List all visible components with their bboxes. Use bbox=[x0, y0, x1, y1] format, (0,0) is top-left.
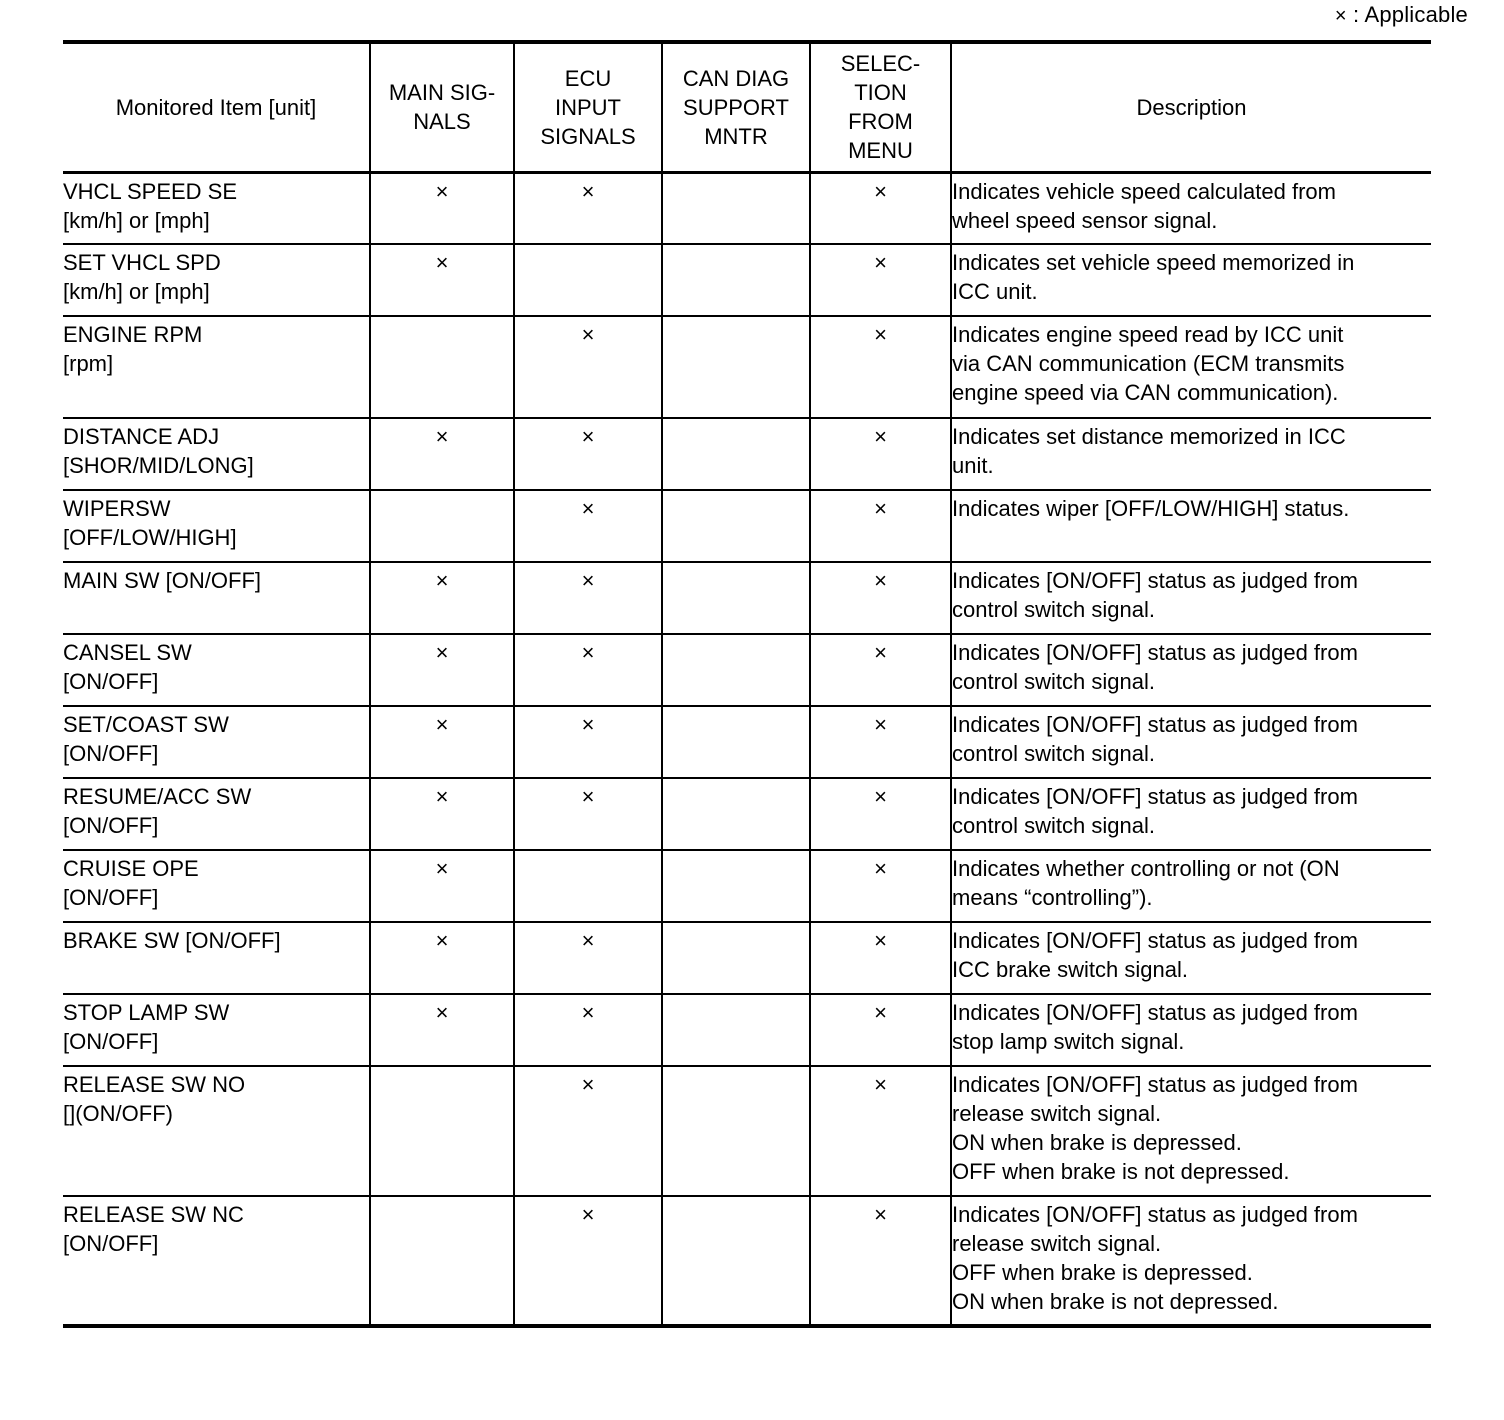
monitored-item-cell: SET VHCL SPD [km/h] or [mph] bbox=[63, 244, 370, 316]
ecu-input-mark bbox=[514, 244, 662, 316]
description-cell: Indicates engine speed read by ICC unit via CAN communication (ECM transmits engine speed via CAN communication). bbox=[951, 316, 1431, 418]
can-diag-mark bbox=[662, 634, 810, 706]
can-diag-mark bbox=[662, 1066, 810, 1196]
selection-mark: × bbox=[810, 490, 951, 562]
description-cell: Indicates [ON/OFF] status as judged from stop lamp switch signal. bbox=[951, 994, 1431, 1066]
description-cell: Indicates [ON/OFF] status as judged from release switch signal. OFF when brake is depressed. ON when brake is not depressed. bbox=[951, 1196, 1431, 1326]
table-row bbox=[63, 706, 1431, 778]
description-cell: Indicates [ON/OFF] status as judged from control switch signal. bbox=[951, 778, 1431, 850]
selection-mark: × bbox=[810, 994, 951, 1066]
monitored-item-cell: WIPERSW [OFF/LOW/HIGH] bbox=[63, 490, 370, 562]
can-diag-mark bbox=[662, 994, 810, 1066]
selection-mark: × bbox=[810, 172, 951, 244]
table-header-row bbox=[63, 42, 1431, 172]
ecu-input-mark bbox=[514, 850, 662, 922]
table-row bbox=[63, 418, 1431, 490]
can-diag-mark bbox=[662, 706, 810, 778]
selection-mark: × bbox=[810, 922, 951, 994]
selection-mark: × bbox=[810, 850, 951, 922]
monitored-item-cell: RESUME/ACC SW [ON/OFF] bbox=[63, 778, 370, 850]
header-monitored-item: Monitored Item [unit] bbox=[63, 42, 370, 172]
description-cell: Indicates vehicle speed calculated from wheel speed sensor signal. bbox=[951, 172, 1431, 244]
table-row bbox=[63, 1196, 1431, 1326]
can-diag-mark bbox=[662, 316, 810, 418]
selection-mark: × bbox=[810, 706, 951, 778]
table-row bbox=[63, 994, 1431, 1066]
table-row bbox=[63, 850, 1431, 922]
ecu-input-mark: × bbox=[514, 1196, 662, 1326]
selection-mark: × bbox=[810, 1196, 951, 1326]
main-signals-mark: × bbox=[370, 634, 514, 706]
selection-mark: × bbox=[810, 1066, 951, 1196]
ecu-input-mark: × bbox=[514, 490, 662, 562]
description-cell: Indicates wiper [OFF/LOW/HIGH] status. bbox=[951, 490, 1431, 562]
header-ecu-input-signals: ECU INPUT SIGNALS bbox=[514, 42, 662, 172]
can-diag-mark bbox=[662, 1196, 810, 1326]
monitored-item-cell: DISTANCE ADJ [SHOR/MID/LONG] bbox=[63, 418, 370, 490]
main-signals-mark bbox=[370, 1196, 514, 1326]
description-cell: Indicates whether controlling or not (ON means “controlling”). bbox=[951, 850, 1431, 922]
can-diag-mark bbox=[662, 562, 810, 634]
selection-mark: × bbox=[810, 418, 951, 490]
applicable-legend bbox=[1335, 2, 1468, 29]
description-cell: Indicates [ON/OFF] status as judged from ICC brake switch signal. bbox=[951, 922, 1431, 994]
header-can-diag-support-mntr: CAN DIAG SUPPORT MNTR bbox=[662, 42, 810, 172]
can-diag-mark bbox=[662, 172, 810, 244]
monitored-item-cell: STOP LAMP SW [ON/OFF] bbox=[63, 994, 370, 1066]
description-cell: Indicates set vehicle speed memorized in ICC unit. bbox=[951, 244, 1431, 316]
description-cell: Indicates [ON/OFF] status as judged from control switch signal. bbox=[951, 706, 1431, 778]
can-diag-mark bbox=[662, 490, 810, 562]
ecu-input-mark: × bbox=[514, 1066, 662, 1196]
main-signals-mark: × bbox=[370, 418, 514, 490]
description-cell: Indicates [ON/OFF] status as judged from release switch signal. ON when brake is depressed. OFF when brake is not depressed. bbox=[951, 1066, 1431, 1196]
main-signals-mark: × bbox=[370, 778, 514, 850]
ecu-input-mark: × bbox=[514, 778, 662, 850]
main-signals-mark bbox=[370, 316, 514, 418]
ecu-input-mark: × bbox=[514, 706, 662, 778]
selection-mark: × bbox=[810, 244, 951, 316]
description-cell: Indicates set distance memorized in ICC unit. bbox=[951, 418, 1431, 490]
main-signals-mark bbox=[370, 490, 514, 562]
monitored-item-cell: RELEASE SW NC [ON/OFF] bbox=[63, 1196, 370, 1326]
main-signals-mark: × bbox=[370, 994, 514, 1066]
applicable-mark: × bbox=[1334, 5, 1347, 27]
table-row bbox=[63, 244, 1431, 316]
selection-mark: × bbox=[810, 778, 951, 850]
data-monitor-table bbox=[63, 40, 1431, 1328]
monitored-item-cell: MAIN SW [ON/OFF] bbox=[63, 562, 370, 634]
ecu-input-mark: × bbox=[514, 172, 662, 244]
can-diag-mark bbox=[662, 778, 810, 850]
applicable-legend-text: : Applicable bbox=[1346, 2, 1468, 27]
table-row bbox=[63, 634, 1431, 706]
main-signals-mark bbox=[370, 1066, 514, 1196]
table-row bbox=[63, 1066, 1431, 1196]
can-diag-mark bbox=[662, 418, 810, 490]
main-signals-mark: × bbox=[370, 706, 514, 778]
monitored-item-cell: BRAKE SW [ON/OFF] bbox=[63, 922, 370, 994]
selection-mark: × bbox=[810, 562, 951, 634]
monitored-item-cell: VHCL SPEED SE [km/h] or [mph] bbox=[63, 172, 370, 244]
ecu-input-mark: × bbox=[514, 562, 662, 634]
ecu-input-mark: × bbox=[514, 418, 662, 490]
header-main-signals: MAIN SIG- NALS bbox=[370, 42, 514, 172]
monitored-item-cell: ENGINE RPM [rpm] bbox=[63, 316, 370, 418]
header-selection-from-menu: SELEC- TION FROM MENU bbox=[810, 42, 951, 172]
description-cell: Indicates [ON/OFF] status as judged from control switch signal. bbox=[951, 562, 1431, 634]
selection-mark: × bbox=[810, 634, 951, 706]
main-signals-mark: × bbox=[370, 172, 514, 244]
table-row bbox=[63, 922, 1431, 994]
selection-mark: × bbox=[810, 316, 951, 418]
ecu-input-mark: × bbox=[514, 634, 662, 706]
ecu-input-mark: × bbox=[514, 922, 662, 994]
monitored-item-cell: SET/COAST SW [ON/OFF] bbox=[63, 706, 370, 778]
can-diag-mark bbox=[662, 850, 810, 922]
description-cell: Indicates [ON/OFF] status as judged from control switch signal. bbox=[951, 634, 1431, 706]
table-row bbox=[63, 490, 1431, 562]
monitored-item-cell: CANSEL SW [ON/OFF] bbox=[63, 634, 370, 706]
table-row bbox=[63, 172, 1431, 244]
table-row bbox=[63, 316, 1431, 418]
can-diag-mark bbox=[662, 922, 810, 994]
main-signals-mark: × bbox=[370, 562, 514, 634]
ecu-input-mark: × bbox=[514, 316, 662, 418]
monitored-item-cell: RELEASE SW NO [](ON/OFF) bbox=[63, 1066, 370, 1196]
main-signals-mark: × bbox=[370, 244, 514, 316]
monitored-item-cell: CRUISE OPE [ON/OFF] bbox=[63, 850, 370, 922]
main-signals-mark: × bbox=[370, 922, 514, 994]
table-row bbox=[63, 778, 1431, 850]
can-diag-mark bbox=[662, 244, 810, 316]
ecu-input-mark: × bbox=[514, 994, 662, 1066]
header-description: Description bbox=[951, 42, 1431, 172]
main-signals-mark: × bbox=[370, 850, 514, 922]
table-row bbox=[63, 562, 1431, 634]
